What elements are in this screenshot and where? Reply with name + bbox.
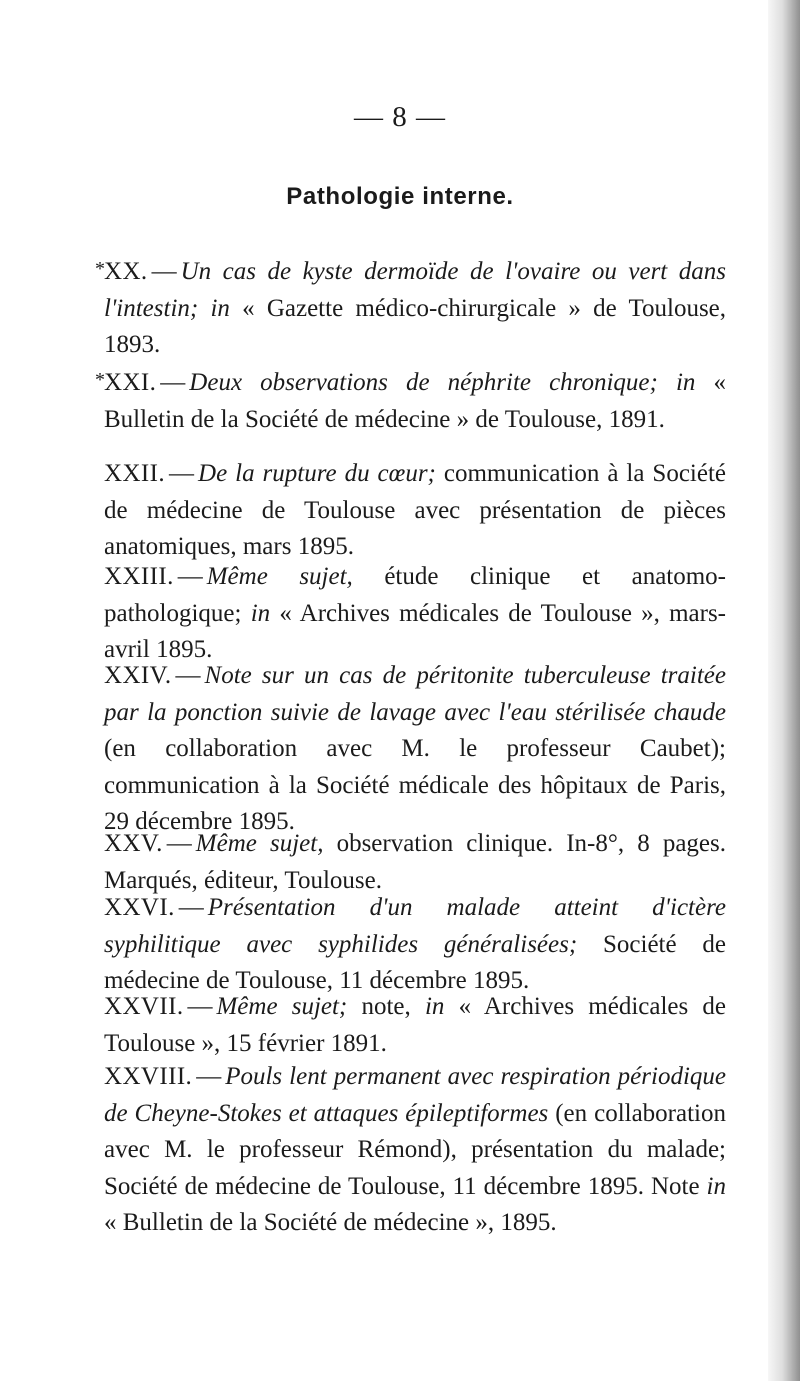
entry-citation: (en collaboration avec M. le professeur Caubet); communication à la Société médicale des hôpitaux de Paris, 29 décembre 1895.: [104, 735, 726, 836]
entry-citation: (en collaboration avec M. le professeur Rémond), présentation du malade; Société de médecine de Toulouse, 11 décembre 1895. Note: [104, 1099, 726, 1200]
entry-title: Deux observations de néphrite chronique;: [189, 369, 658, 396]
entry-in: in: [675, 369, 696, 396]
entry-in: in: [424, 993, 445, 1020]
entry-citation: observation clinique. In-8°, 8 pages. Marqués, éditeur, Toulouse.: [104, 830, 726, 894]
entry-number: XXVIII.: [104, 1063, 193, 1090]
entry-citation: « Bulletin de la Société de médecine » de Toulouse, 1891.: [104, 369, 726, 433]
entry-number: XX.: [104, 258, 148, 285]
entry-title: Même sujet;: [216, 993, 348, 1020]
entry-title: De la rupture du cœur;: [198, 460, 436, 487]
entry-citation-journal: « Bulletin de la Société de médecine », 1895.: [104, 1209, 557, 1237]
entry-citation-journal: « Archives médicales de Toulouse », 15 février 1891.: [104, 993, 727, 1057]
entry-number: XXVII.: [104, 993, 184, 1020]
entry-xxiii: [104, 559, 726, 669]
entry-xxvi: [104, 890, 726, 1000]
entry-title: Un cas de kyste dermoïde de l'ovaire ou vert dans l'intestin;: [104, 258, 726, 322]
entry-in: in: [210, 294, 230, 322]
entry-xxiv: [104, 658, 726, 841]
entry-citation: « Gazette médico-chirurgicale » de Toulouse, 1893.: [104, 294, 727, 359]
entry-title: Même sujet,: [195, 830, 324, 857]
entry-number: XXII.: [104, 460, 166, 487]
entry-number: XXV.: [104, 830, 163, 857]
entry-title: Même sujet,: [206, 563, 353, 590]
entry-dash: —: [177, 563, 203, 590]
entry-citation-journal: « Archives médicales de Toulouse », mars-avril 1895.: [104, 599, 726, 664]
entry-dash: —: [175, 662, 201, 689]
entry-number: XXIII.: [104, 563, 174, 590]
entry-title: Pouls lent permanent avec respiration périodique de Cheyne-Stokes et attaques épileptiformes: [104, 1063, 726, 1127]
entry-star: *: [95, 369, 105, 391]
entry-xxviii: [104, 1059, 726, 1242]
entry-citation: communication à la Société de médecine de Toulouse avec présentation de pièces anatomiques, mars 1895.: [104, 460, 726, 561]
entry-number: XXI.: [104, 369, 157, 396]
entry-dash: —: [160, 369, 186, 396]
entry-dash: —: [187, 993, 213, 1020]
entry-in: in: [706, 1172, 726, 1200]
entry-citation: étude clinique et anatomo-pathologique;: [104, 563, 727, 627]
entry-in: in: [250, 599, 271, 627]
entry-xx: [95, 254, 727, 364]
entry-dash: —: [178, 894, 204, 921]
entry-dash: —: [151, 258, 177, 285]
entry-xxii: [104, 456, 726, 566]
entry-dash: —: [196, 1063, 222, 1090]
page-number: — 8 —: [354, 101, 446, 133]
entry-dash: —: [169, 460, 195, 487]
entry-citation: note,: [361, 993, 411, 1020]
entry-xxv: [104, 826, 726, 899]
entry-xxi: [95, 365, 726, 438]
entry-dash: —: [166, 830, 192, 857]
entry-title: Note sur un cas de péritonite tuberculeuse traitée par la ponction suivie de lavage avec l'eau stérilisée chaude: [104, 662, 726, 726]
entry-title: Présentation d'un malade atteint d'ictère syphilitique avec syphilides généralisées;: [104, 894, 726, 958]
entry-number: XXIV.: [104, 662, 172, 689]
entry-number: XXVI.: [104, 894, 175, 921]
entry-xxvii: [104, 989, 726, 1062]
entry-star: *: [95, 258, 105, 280]
entry-citation: Société de médecine de Toulouse, 11 décembre 1895.: [104, 930, 726, 995]
section-title: Pathologie interne.: [286, 183, 514, 210]
